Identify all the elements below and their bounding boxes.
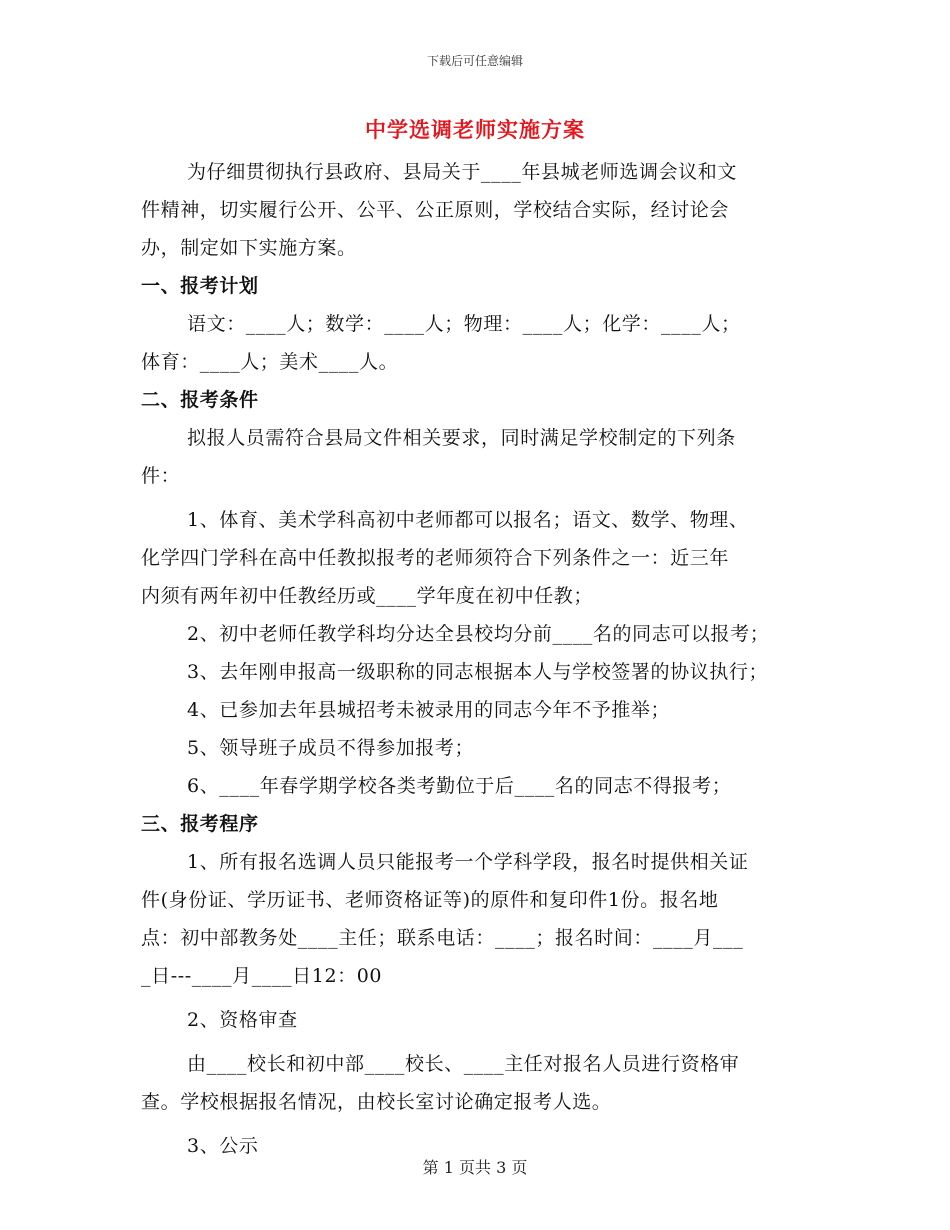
paragraph-line: 内须有两年初中任教经历或____学年度在初中任教； <box>141 585 594 607</box>
paragraph-line: 3、去年刚申报高一级职称的同志根据本人与学校签署的协议执行； <box>187 661 769 683</box>
document-title: 中学选调老师实施方案 <box>365 117 585 142</box>
paragraph-line: 4、已参加去年县城招考未被录用的同志今年不予推举； <box>187 699 671 721</box>
paragraph-line: 化学四门学科在高中任教拟报考的老师须符合下列条件之一：近三年 <box>141 547 730 569</box>
header-note: 下载后可任意编辑 <box>426 54 523 68</box>
paragraph-line: 1、体育、美术学科高初中老师都可以报名；语文、数学、物理、 <box>187 509 749 531</box>
paragraph-line: 由____校长和初中部____校长、____主任对报名人员进行资格审 <box>187 1053 740 1075</box>
document-body <box>141 153 821 1165</box>
paragraph-line: 2、初中老师任教学科均分达全县校均分前____名的同志可以报考； <box>187 623 770 645</box>
paragraph-line: 件： <box>141 465 181 487</box>
paragraph-line: 件精神，切实履行公开、公平、公正原则，学校结合实际，经讨论会 <box>141 199 730 221</box>
page-footer: 第 1 页共 3 页 <box>422 1158 528 1177</box>
paragraph-line: 体育：____人；美术____人。 <box>141 351 399 373</box>
paragraph-line: 5、领导班子成员不得参加报考； <box>187 737 475 759</box>
paragraph-line: 拟报人员需符合县局文件相关要求，同时满足学校制定的下列条 <box>187 427 736 449</box>
paragraph-line: _日---____月____日12：00 <box>141 965 383 987</box>
paragraph-line: 语文：____人；数学：____人；物理：____人；化学：____人； <box>187 313 741 335</box>
paragraph-line: 件(身份证、学历证书、老师资格证等)的原件和复印件1份。报名地 <box>141 889 719 911</box>
paragraph-line: 1、所有报名选调人员只能报考一个学科学段，报名时提供相关证 <box>187 851 749 873</box>
section-heading: 三、报考程序 <box>141 813 259 835</box>
section-heading: 二、报考条件 <box>141 389 259 411</box>
subsection-heading: 3、公示 <box>187 1135 259 1157</box>
paragraph-line: 办，制定如下实施方案。 <box>141 237 357 259</box>
paragraph-line: 6、____年春学期学校各类考勤位于后____名的同志不得报考； <box>187 775 732 797</box>
section-heading: 一、报考计划 <box>141 275 259 297</box>
paragraph-line: 点：初中部教务处____主任；联系电话：____；报名时间：____月___ <box>141 927 744 949</box>
paragraph-line: 为仔细贯彻执行县政府、县局关于____年县城老师选调会议和文 <box>187 161 738 183</box>
subsection-heading: 2、资格审查 <box>187 1009 298 1031</box>
paragraph-line: 查。学校根据报名情况，由校长室讨论确定报考人选。 <box>141 1091 612 1113</box>
